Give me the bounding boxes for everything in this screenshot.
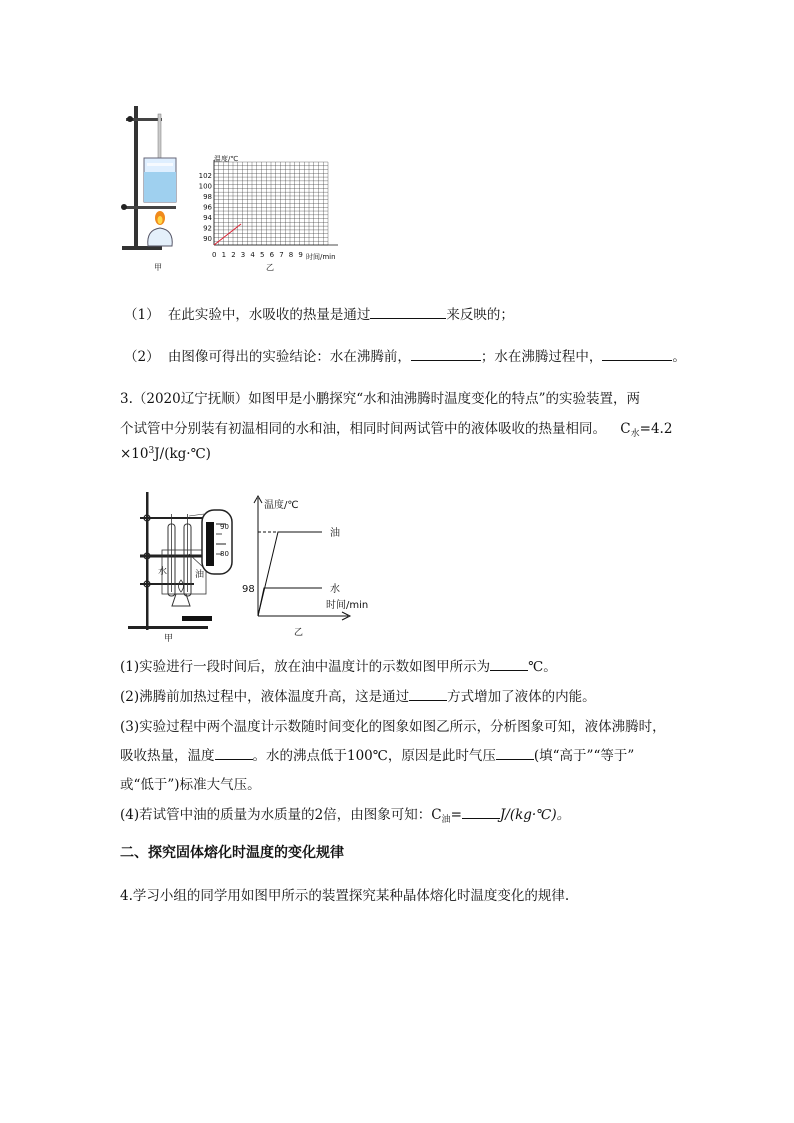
- flame-2: [179, 580, 184, 592]
- fig1-x-tick-label: 4: [250, 251, 255, 259]
- fig1-y-tick-label: 102: [198, 172, 212, 180]
- figure-2-apparatus-and-graph: [122, 488, 382, 646]
- fig1-x-axis-label: 时间/min: [306, 253, 336, 261]
- item-3-text-d: (填“高于”“等于”: [533, 748, 635, 764]
- fig1-x-tick-label: 2: [231, 251, 236, 259]
- fig2-value-98: 98: [242, 584, 255, 595]
- item-1-blank[interactable]: [490, 656, 528, 671]
- problem-3-line-2: [120, 417, 672, 439]
- figure-1-apparatus-and-graph: [118, 100, 358, 275]
- fig1-y-axis-label: 温度/℃: [214, 155, 239, 163]
- item-4-text-a: (4)若试管中油的质量为水质量的2倍，由图象可知：C: [120, 807, 442, 823]
- item-3-text-c: 。水的沸点低于100℃，原因是此时气压: [252, 748, 496, 764]
- item-3-blank-1[interactable]: [215, 745, 253, 760]
- question-2-blank-2[interactable]: [602, 346, 672, 361]
- fig1-x-tick-label: 8: [288, 251, 294, 259]
- question-2-text-c: 。: [672, 349, 686, 365]
- item-4-equals: =: [450, 807, 462, 823]
- specific-heat-water-value: =4.2: [639, 421, 673, 437]
- item-2-text-b: 方式增加了液体的内能。: [447, 689, 596, 705]
- problem-3-line-3: [120, 446, 211, 462]
- fig2-water-label: 水: [330, 584, 340, 595]
- item-3-text-b: 吸收热量，温度: [120, 748, 215, 764]
- problem-3-line-1: 3.（2020辽宁抚顺）如图甲是小鹏探究“水和油沸腾时温度变化的特点”的实验装置，两: [120, 391, 641, 407]
- beaker-1: [144, 158, 176, 202]
- specific-heat-water-symbol: C: [620, 421, 631, 437]
- fig1-y-tick-label: 94: [203, 214, 212, 222]
- fig1-caption-yi: 乙: [266, 263, 274, 272]
- fig1-x-tick-label: 0: [212, 251, 217, 259]
- fig1-y-tick-label: 90: [203, 235, 212, 243]
- problem-3-line-3-b: J/(kg·℃): [154, 446, 211, 462]
- fig1-y-tick-label: 98: [203, 193, 212, 201]
- fig1-y-tick-label: 100: [198, 182, 212, 191]
- fig1-x-tick-label: 9: [298, 251, 303, 259]
- fig1-x-tick-label: 5: [260, 251, 265, 259]
- fig2-x-axis-label: 时间/min: [326, 600, 369, 611]
- fig1-x-tick-label: 3: [240, 251, 246, 259]
- alcohol-lamp-1: [148, 228, 173, 246]
- fig1-x-tick-label: 6: [269, 251, 275, 259]
- iron-stand-2: [128, 492, 212, 630]
- question-1-blank[interactable]: [370, 304, 446, 319]
- problem-3-item-2: [120, 685, 596, 705]
- item-1-text-a: (1)实验进行一段时间后，放在油中温度计的示数如图甲所示为: [120, 659, 491, 675]
- fig1-grid: [214, 162, 328, 245]
- problem-3-item-1: [120, 655, 557, 675]
- fig1-x-ticks: [212, 251, 303, 259]
- problem-4-text: 4.学习小组的同学用如图甲所示的装置探究某种晶体熔化时温度变化的规律.: [120, 888, 570, 904]
- question-1-text-a: 在此实验中，水吸收的热量是通过: [167, 307, 371, 323]
- problem-3-item-3-line-1: (3)实验过程中两个温度计示数随时间变化的图象如图乙所示，分析图象可知，液体沸腾时，: [120, 719, 666, 735]
- problem-3-item-3-line-3: 或“低于”)标准大气压。: [120, 777, 261, 793]
- question-2: [124, 345, 686, 365]
- question-1-number: （1）: [124, 307, 160, 323]
- fig1-y-tick-label: 96: [203, 203, 212, 212]
- problem-3-item-3-line-2: [120, 744, 634, 764]
- fig2-water-curve: [258, 588, 322, 616]
- section-2-heading: 二、探究固体熔化时温度的变化规律: [120, 845, 344, 861]
- fig1-y-ticks: [199, 172, 213, 243]
- question-2-number: （2）: [124, 349, 160, 365]
- fig2-caption-jia: 甲: [164, 634, 174, 644]
- fig2-oil-curve: [258, 532, 322, 616]
- problem-3-line-2-text: 个试管中分别装有初温相同的水和油，相同时间两试管中的液体吸收的热量相同。: [120, 421, 606, 437]
- fig2-y-axis-label: 温度/℃: [264, 500, 299, 511]
- fig1-plot-line: [214, 224, 241, 245]
- question-2-text-a: 由图像可得出的实验结论：水在沸腾前，: [167, 349, 411, 365]
- item-1-text-b: ℃。: [528, 659, 557, 675]
- fig1-x-tick-label: 1: [221, 251, 227, 259]
- item-4-blank[interactable]: [462, 804, 500, 819]
- fig2-caption-yi: 乙: [294, 628, 304, 638]
- question-2-blank-1[interactable]: [411, 346, 481, 361]
- fig1-caption-jia: 甲: [154, 263, 162, 272]
- fig1-x-tick-label: 7: [279, 251, 284, 259]
- thermometer-label-80: 80: [220, 550, 229, 558]
- item-2-blank[interactable]: [409, 686, 447, 701]
- beaker-label-water: 水: [158, 567, 168, 577]
- item-4-unit: J/(kg·℃)。: [499, 807, 571, 823]
- thermometer-label-90: 90: [220, 523, 229, 531]
- specific-heat-water-subscript: 水: [630, 429, 640, 439]
- problem-3-item-4: [120, 803, 570, 825]
- item-3-blank-2[interactable]: [496, 745, 534, 760]
- question-1-text-b: 来反映的；: [446, 307, 514, 323]
- fig2-oil-label: 油: [330, 528, 340, 539]
- item-4-subscript: 油: [441, 815, 451, 825]
- problem-3-exponent: 3: [148, 446, 155, 456]
- question-1: [124, 303, 514, 323]
- question-2-text-b: ；水在沸腾过程中，: [480, 349, 603, 365]
- beaker-label-oil: 油: [195, 570, 205, 580]
- fig1-y-tick-label: 92: [203, 224, 212, 233]
- problem-3-line-3-a: ×10: [120, 446, 149, 462]
- item-2-text-a: (2)沸腾前加热过程中，液体温度升高，这是通过: [120, 689, 410, 705]
- thermometer-zoom: [189, 510, 232, 574]
